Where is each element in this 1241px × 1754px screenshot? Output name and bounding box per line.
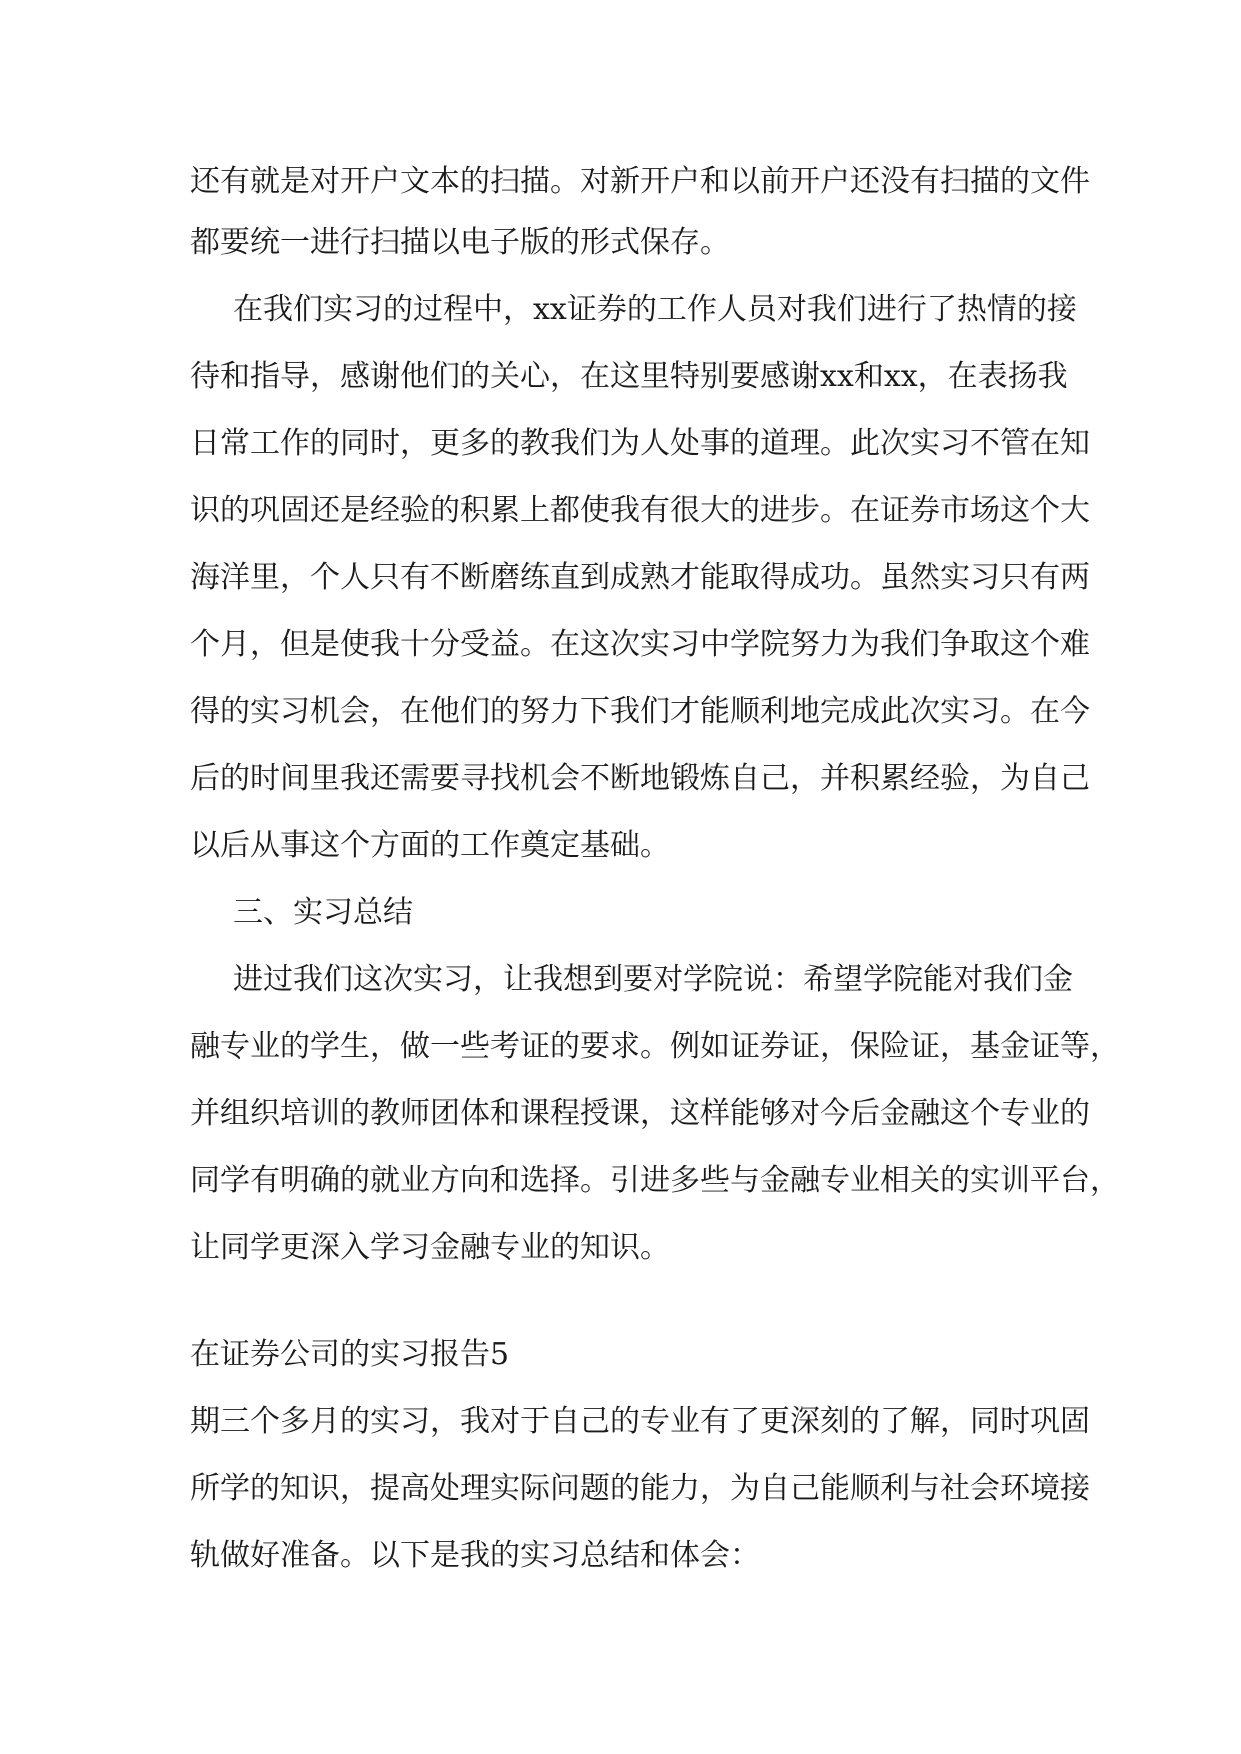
paragraph-line: 识的巩固还是经验的积累上都使我有很大的进步。在证券市场这个大 [190, 493, 1090, 528]
paragraph-line: 都要统一进行扫描以电子版的形式保存。 [190, 225, 730, 260]
paragraph-line: 让同学更深入学习金融专业的知识。 [190, 1230, 670, 1265]
paragraph-line: 所学的知识，提高处理实际问题的能力，为自己能顺利与社会环境接 [190, 1471, 1090, 1506]
report-title: 在证券公司的实习报告5 [190, 1337, 510, 1372]
paragraph-line: 轨做好准备。以下是我的实习总结和体会： [190, 1538, 760, 1573]
paragraph-line: 并组织培训的教师团体和课程授课，这样能够对今后金融这个专业的 [190, 1096, 1090, 1131]
paragraph-line: 在我们实习的过程中，xx证券的工作人员对我们进行了热情的接 [233, 292, 1077, 327]
paragraph-line: 融专业的学生，做一些考证的要求。例如证券证，保险证，基金证等， [190, 1029, 1120, 1064]
paragraph-line: 后的时间里我还需要寻找机会不断地锻炼自己，并积累经验，为自己 [190, 761, 1090, 796]
paragraph-line: 海洋里，个人只有不断磨练直到成熟才能取得成功。虽然实习只有两 [190, 560, 1090, 595]
section-heading: 三、实习总结 [233, 895, 413, 930]
paragraph-line: 以后从事这个方面的工作奠定基础。 [190, 828, 670, 863]
paragraph-line: 个月，但是使我十分受益。在这次实习中学院努力为我们争取这个难 [190, 627, 1090, 662]
paragraph-line: 同学有明确的就业方向和选择。引进多些与金融专业相关的实训平台， [190, 1163, 1120, 1198]
paragraph-line: 进过我们这次实习，让我想到要对学院说：希望学院能对我们金 [233, 962, 1073, 997]
paragraph-line: 日常工作的同时，更多的教我们为人处事的道理。此次实习不管在知 [190, 426, 1090, 461]
paragraph-line: 待和指导，感谢他们的关心，在这里特别要感谢xx和xx，在表扬我 [190, 359, 1068, 394]
paragraph-line: 期三个多月的实习，我对于自己的专业有了更深刻的了解，同时巩固 [190, 1404, 1090, 1439]
paragraph-line: 得的实习机会，在他们的努力下我们才能顺利地完成此次实习。在今 [190, 694, 1090, 729]
paragraph-line: 还有就是对开户文本的扫描。对新开户和以前开户还没有扫描的文件 [190, 164, 1090, 199]
